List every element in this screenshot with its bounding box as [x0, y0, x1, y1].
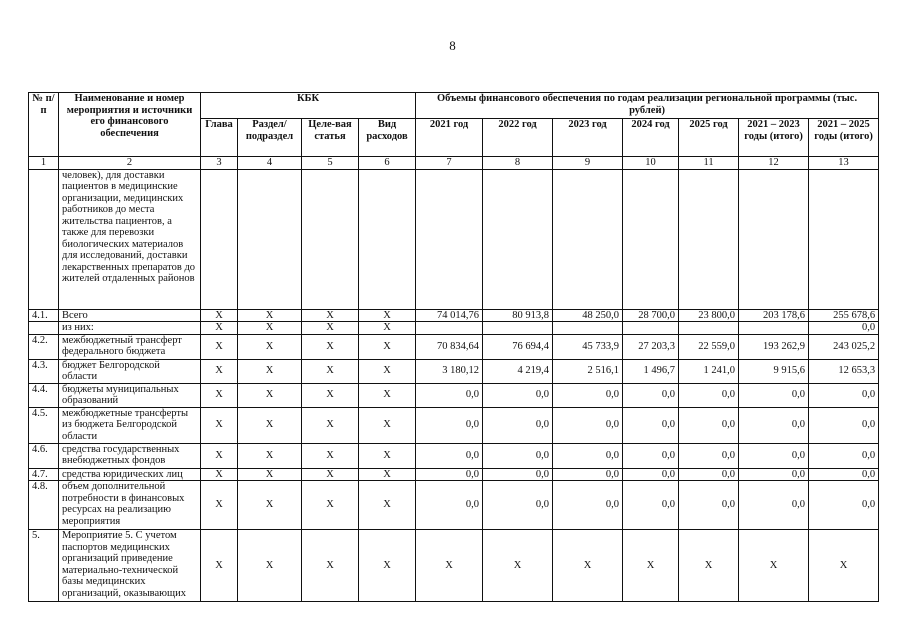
row-cell: X	[359, 334, 416, 359]
row-number	[29, 322, 59, 335]
row-cell: X	[302, 530, 359, 602]
row-cell: 0,0	[416, 383, 483, 407]
row-cell: 203 178,6	[739, 309, 809, 322]
row-cell: 0,0	[809, 383, 879, 407]
row-cell: 4 219,4	[483, 359, 553, 383]
row-cell: 0,0	[623, 481, 679, 530]
row-cell: 0,0	[679, 383, 739, 407]
row-cell: 0,0	[483, 481, 553, 530]
row-number: 4.4.	[29, 383, 59, 407]
row-cell: X	[238, 468, 302, 481]
row-number: 4.7.	[29, 468, 59, 481]
row-cell: 0,0	[679, 481, 739, 530]
row-cell: 0,0	[739, 468, 809, 481]
row-cell: 0,0	[739, 443, 809, 468]
column-number: 13	[809, 157, 879, 170]
row-cell: 0,0	[809, 468, 879, 481]
row-cell: 0,0	[416, 481, 483, 530]
row-cell: X	[302, 407, 359, 443]
row-cell: 0,0	[416, 407, 483, 443]
row-cell: X	[359, 530, 416, 602]
header-kbk-col: Раздел/ подраздел	[238, 119, 302, 157]
row-cell: X	[359, 309, 416, 322]
table-row	[29, 407, 879, 443]
row-cell: 1 241,0	[679, 359, 739, 383]
row-cell: 1 496,7	[623, 359, 679, 383]
header-year-col: 2021 – 2025 годы (итого)	[809, 119, 879, 157]
row-name: из них:	[59, 322, 201, 335]
row-cell: 28 700,0	[623, 309, 679, 322]
row-cell: 12 653,3	[809, 359, 879, 383]
column-number: 6	[359, 157, 416, 170]
row-cell: 0,0	[416, 468, 483, 481]
row-number	[29, 169, 59, 309]
column-number: 3	[201, 157, 238, 170]
header-kbk-col: Вид расходов	[359, 119, 416, 157]
row-cell: X	[739, 530, 809, 602]
row-cell	[238, 169, 302, 309]
row-cell: 0,0	[483, 407, 553, 443]
row-name: человек), для доставки пациентов в медицинские организации, медицинских работников до места жительства пациентов, а также для перевозки биологических материалов для исследований, доставки лекарственных препаратов до жителей отдаленных районов	[59, 169, 201, 309]
column-number: 1	[29, 157, 59, 170]
table-row	[29, 359, 879, 383]
row-cell	[679, 169, 739, 309]
row-cell: X	[238, 383, 302, 407]
row-cell: 76 694,4	[483, 334, 553, 359]
row-cell: X	[623, 530, 679, 602]
row-cell	[623, 169, 679, 309]
column-number: 7	[416, 157, 483, 170]
row-cell: X	[238, 322, 302, 335]
header-kbk: КБК	[201, 93, 416, 119]
row-cell: 0,0	[739, 407, 809, 443]
header-year-col: 2021 – 2023 годы (итого)	[739, 119, 809, 157]
row-cell: 80 913,8	[483, 309, 553, 322]
row-cell: X	[359, 443, 416, 468]
table-row	[29, 443, 879, 468]
row-cell: 0,0	[623, 407, 679, 443]
row-cell: 0,0	[623, 443, 679, 468]
row-cell: X	[238, 443, 302, 468]
column-number: 4	[238, 157, 302, 170]
row-cell: X	[809, 530, 879, 602]
row-name: Мероприятие 5. С учетом паспортов медицинских организаций приведение материально-технической базы медицинских организаций, оказывающих	[59, 530, 201, 602]
row-cell: X	[238, 481, 302, 530]
row-cell: 0,0	[809, 407, 879, 443]
header-kbk-col: Глава	[201, 119, 238, 157]
row-cell: 27 203,3	[623, 334, 679, 359]
row-name: Всего	[59, 309, 201, 322]
row-cell: 45 733,9	[553, 334, 623, 359]
row-cell: X	[302, 383, 359, 407]
row-cell: X	[201, 407, 238, 443]
row-cell: 0,0	[679, 407, 739, 443]
row-cell: X	[359, 468, 416, 481]
row-cell: 0,0	[553, 481, 623, 530]
row-name: межбюджетные трансферты из бюджета Белгородской области	[59, 407, 201, 443]
row-cell	[809, 169, 879, 309]
table-row	[29, 322, 879, 335]
row-cell: X	[302, 334, 359, 359]
column-number: 12	[739, 157, 809, 170]
row-cell: X	[302, 322, 359, 335]
row-cell	[553, 169, 623, 309]
header-year-col: 2024 год	[623, 119, 679, 157]
row-cell: 0,0	[483, 383, 553, 407]
header-kbk-col: Целе-вая статья	[302, 119, 359, 157]
row-cell: 3 180,12	[416, 359, 483, 383]
row-cell: X	[302, 481, 359, 530]
column-number: 2	[59, 157, 201, 170]
header-volumes: Объемы финансового обеспечения по годам реализации региональной программы (тыс. рублей)	[416, 93, 879, 119]
row-cell: X	[201, 443, 238, 468]
row-number: 4.3.	[29, 359, 59, 383]
row-cell: 193 262,9	[739, 334, 809, 359]
row-cell: X	[201, 309, 238, 322]
header-year-col: 2022 год	[483, 119, 553, 157]
row-cell	[623, 322, 679, 335]
row-name: межбюджетный трансферт федерального бюджета	[59, 334, 201, 359]
row-cell: 0,0	[623, 468, 679, 481]
row-cell: 0,0	[553, 443, 623, 468]
row-cell: X	[302, 468, 359, 481]
row-cell: 0,0	[623, 383, 679, 407]
row-cell: X	[302, 309, 359, 322]
row-cell	[483, 169, 553, 309]
row-cell: 22 559,0	[679, 334, 739, 359]
row-number: 4.8.	[29, 481, 59, 530]
row-cell: 0,0	[416, 443, 483, 468]
row-cell: 70 834,64	[416, 334, 483, 359]
row-cell: X	[238, 334, 302, 359]
row-cell: 0,0	[483, 468, 553, 481]
row-cell	[679, 322, 739, 335]
row-cell: 2 516,1	[553, 359, 623, 383]
header-year-col: 2021 год	[416, 119, 483, 157]
row-cell: 0,0	[809, 322, 879, 335]
table-row	[29, 468, 879, 481]
row-cell: X	[302, 443, 359, 468]
row-cell: X	[201, 322, 238, 335]
row-cell: X	[201, 530, 238, 602]
table-row	[29, 481, 879, 530]
header-year-col: 2023 год	[553, 119, 623, 157]
header-name: Наименование и номер мероприятия и источники его финансового обеспечения	[59, 93, 201, 157]
row-cell: X	[679, 530, 739, 602]
header-year-col: 2025 год	[679, 119, 739, 157]
row-cell	[416, 322, 483, 335]
row-number: 5.	[29, 530, 59, 602]
row-cell: X	[201, 481, 238, 530]
row-cell: X	[238, 359, 302, 383]
row-cell: X	[238, 407, 302, 443]
row-number: 4.5.	[29, 407, 59, 443]
row-cell: 0,0	[739, 481, 809, 530]
column-number: 5	[302, 157, 359, 170]
page-number: 8	[449, 38, 456, 53]
row-cell	[553, 322, 623, 335]
row-cell: 243 025,2	[809, 334, 879, 359]
table-row	[29, 169, 879, 309]
row-cell: 0,0	[553, 383, 623, 407]
row-cell: X	[359, 322, 416, 335]
row-cell: X	[359, 407, 416, 443]
row-cell: 0,0	[483, 443, 553, 468]
row-cell	[739, 169, 809, 309]
column-number: 9	[553, 157, 623, 170]
row-cell: 23 800,0	[679, 309, 739, 322]
financing-table	[28, 92, 879, 602]
row-cell: X	[359, 359, 416, 383]
row-cell	[302, 169, 359, 309]
row-cell: X	[302, 359, 359, 383]
row-cell: X	[359, 481, 416, 530]
row-cell: 0,0	[553, 407, 623, 443]
row-cell: 74 014,76	[416, 309, 483, 322]
row-cell	[483, 322, 553, 335]
table-row	[29, 383, 879, 407]
header-num: № п/п	[29, 93, 59, 157]
row-number: 4.6.	[29, 443, 59, 468]
column-number: 11	[679, 157, 739, 170]
row-cell: X	[416, 530, 483, 602]
row-cell: X	[201, 359, 238, 383]
row-cell	[739, 322, 809, 335]
row-cell: X	[359, 383, 416, 407]
row-cell: 255 678,6	[809, 309, 879, 322]
row-cell	[359, 169, 416, 309]
column-number: 10	[623, 157, 679, 170]
row-cell: X	[201, 383, 238, 407]
row-cell: X	[483, 530, 553, 602]
row-name: бюджеты муниципальных образований	[59, 383, 201, 407]
row-cell: 0,0	[809, 443, 879, 468]
row-name: средства государственных внебюджетных фондов	[59, 443, 201, 468]
row-number: 4.2.	[29, 334, 59, 359]
row-cell: X	[238, 309, 302, 322]
table-row	[29, 530, 879, 602]
row-cell: X	[201, 468, 238, 481]
row-name: бюджет Белгородской области	[59, 359, 201, 383]
row-cell: 0,0	[553, 468, 623, 481]
row-cell: 48 250,0	[553, 309, 623, 322]
row-name: объем дополнительной потребности в финансовых ресурсах на реализацию мероприятия	[59, 481, 201, 530]
column-number: 8	[483, 157, 553, 170]
row-name: средства юридических лиц	[59, 468, 201, 481]
row-cell: 0,0	[679, 443, 739, 468]
row-cell: 9 915,6	[739, 359, 809, 383]
row-cell: 0,0	[679, 468, 739, 481]
row-cell: 0,0	[809, 481, 879, 530]
row-cell: 0,0	[739, 383, 809, 407]
table-row	[29, 334, 879, 359]
row-cell: X	[553, 530, 623, 602]
row-cell	[201, 169, 238, 309]
row-cell: X	[201, 334, 238, 359]
row-cell: X	[238, 530, 302, 602]
row-cell	[416, 169, 483, 309]
table-row	[29, 309, 879, 322]
row-number: 4.1.	[29, 309, 59, 322]
